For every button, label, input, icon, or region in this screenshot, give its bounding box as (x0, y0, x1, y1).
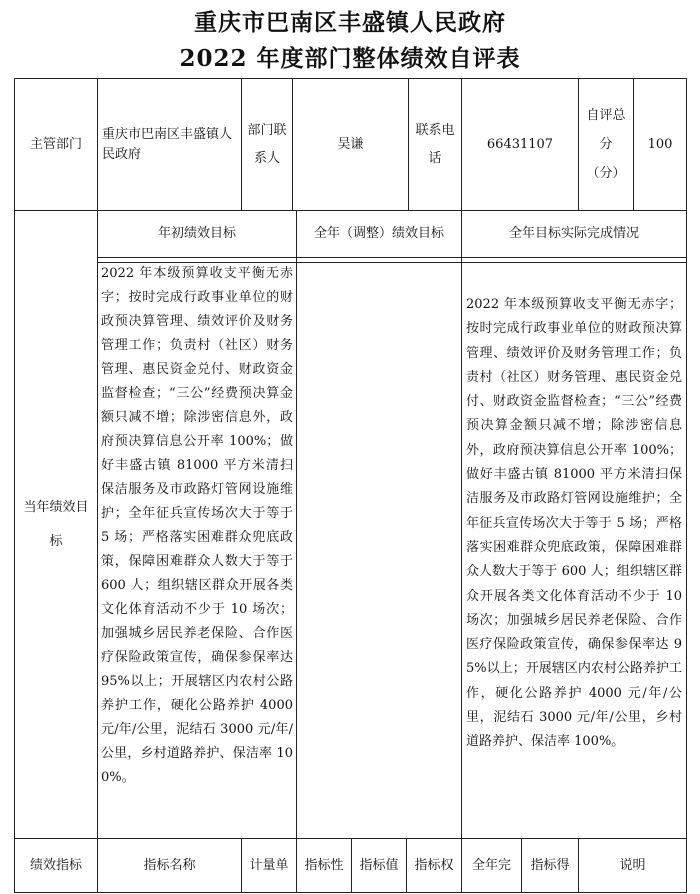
phone-label: 联系电话 (415, 122, 455, 166)
indicator-value-header: 指标值 (359, 857, 399, 873)
dept-value: 重庆市巴南区丰盛镇人民政府 (102, 127, 233, 162)
initial-goals-header: 年初绩效目标 (157, 226, 236, 242)
dept-label: 主管部门 (29, 136, 82, 152)
document-title-line2: 2022 年度部门整体绩效自评表 (179, 45, 521, 72)
indicator-name-header: 指标名称 (143, 857, 196, 873)
indicator-nature-header: 指标性 (304, 857, 344, 873)
phone-value: 66431107 (486, 136, 554, 152)
actual-completion-text: 2022 年本级预算收支平衡无赤字；按时完成行政事业单位的财政预决算管理、绩效评价及财务管理工作；负责村（社区）财务管理、惠民资金兑付、财政资金监督检查；“三公”经费预决算金额只减不增；除涉密信息外，政府预决算信息公开率 100%；做好丰盛古镇 81000 平方米清扫保洁服务及市政路灯管网设施维护；全年征兵宣传场次大于等于 5 场；严格落实困难群众兜底政策，保障困难群众人数大于等于 600 人；组织辖区群众开展各类文化体育活动不少于 10 场次；加强城乡居民养老保险、合作医疗保险政策宣传，确保参保率达 95%以上；开展辖区内农村公路养护工作，硬化公路养护 4000 元/年/公里，泥结石 3000 元/年/公里，乡村道路养护、保洁率 100%。 (466, 297, 682, 750)
indicator-weight-header: 指标权 (414, 857, 454, 873)
indicator-completion-header: 全年完 (471, 857, 511, 873)
indicator-note-header: 说明 (619, 857, 646, 873)
actual-completion-header: 全年目标实际完成情况 (508, 226, 639, 242)
contact-value: 吴谦 (337, 136, 364, 152)
indicator-score-header: 指标得 (530, 857, 570, 873)
adjusted-goals-header: 全年（调整）绩效目标 (313, 226, 444, 242)
total-score-label: 自评总分（分） (586, 108, 626, 181)
goals-row-label: 当年绩效目标 (23, 499, 89, 549)
total-score-value: 100 (647, 136, 673, 152)
indicators-row-label: 绩效指标 (29, 857, 82, 873)
document-title-line1: 重庆市巴南区丰盛镇人民政府 (194, 9, 506, 36)
indicator-unit-header: 计量单 (249, 857, 289, 873)
contact-label: 部门联系人 (247, 122, 287, 166)
initial-goals-text: 2022 年本级预算收支平衡无赤字；按时完成行政事业单位的财政预决算管理、绩效评价及财务管理工作；负责村（社区）财务管理、惠民资金兑付、财政资金监督检查；“三公”经费预决算金额只减不增；除涉密信息外，政府预决算信息公开率 100%；做好丰盛古镇 81000 平方米清扫保洁服务及市政路灯管网设施维护；全年征兵宣传场次大于等于 5 场；严格落实困难群众兜底政策，保障困难群众人数大于等于 600 人；组织辖区群众开展各类文化体育活动不少于 10 场次；加强城乡居民养老保险、合作医疗保险政策宣传，确保参保率达 95%以上；开展辖区内农村公路养护工作，硬化公路养护 4000 元/年/公里，泥结石 3000 元/年/公里，乡村道路养护、保洁率 100%。 (101, 266, 293, 785)
